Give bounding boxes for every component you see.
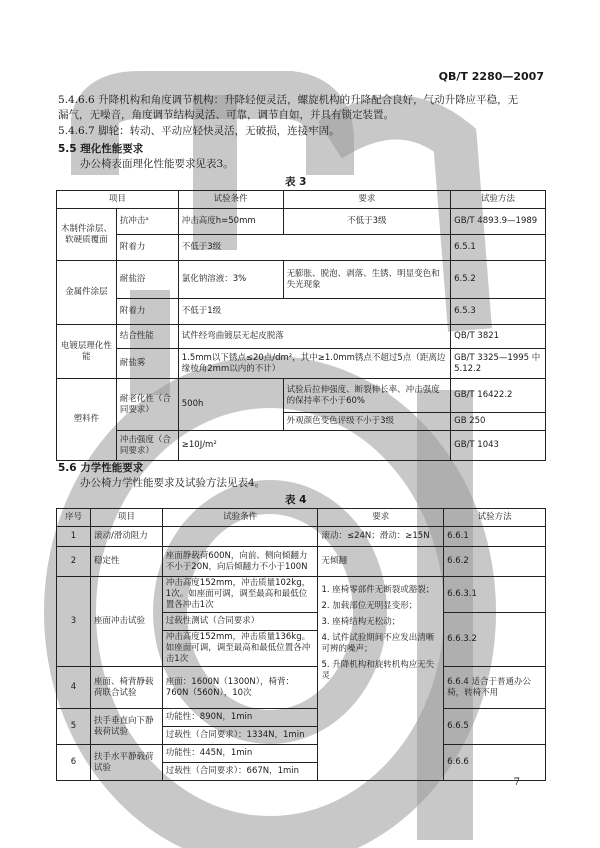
table3-method: GB/T 1043 (451, 431, 546, 461)
section-5-5-intro: 办公椅表面理化性能要求见表3。 (80, 158, 234, 170)
table4-header-item: 项目 (90, 509, 162, 527)
table3-group-plating: 电镀层理化性能 (57, 325, 117, 379)
table4-condition: 过载性（合同要求）：1334N，1min (162, 727, 318, 745)
table3-item: 结合性能 (116, 325, 178, 349)
table3-method: 6.5.3 (451, 299, 546, 325)
table4-item: 座面、椅背静载荷联合试验 (90, 667, 162, 709)
table4-method: 6.6.1 (444, 527, 546, 547)
table3-requirement: 不低于3级 (283, 209, 451, 235)
section-5-5-title: 5.5 理化性能要求 (58, 143, 144, 155)
table3-item: 抗冲击ᵃ (116, 209, 178, 235)
table4-no: 3 (57, 577, 91, 667)
table3-method: 6.5.1 (451, 235, 546, 261)
table4-method: 6.6.2 (444, 547, 546, 577)
table4-method: 6.6.3.2 (444, 613, 546, 667)
table4-condition: 座面：1600N（1300N），椅背：760N（560N），10次 (162, 667, 318, 709)
table3-item: 附着力 (116, 235, 178, 261)
table3-condition: 500h (178, 379, 283, 431)
page-number: 7 (513, 777, 520, 788)
table3-header-requirement: 要求 (283, 191, 451, 209)
table4-caption: 表 4 (285, 494, 307, 506)
table4-header-method: 试验方法 (444, 509, 546, 527)
shared-req-5: 5. 升降机构和旋转机构应无失灵 (321, 660, 435, 681)
table4-condition: 座面静载荷600N，向前、侧向倾翻力不小于20N，向后倾翻力不小于100N (162, 547, 318, 577)
table4-no: 1 (57, 527, 91, 547)
table4-method: 6.6.6 (444, 745, 546, 781)
table4-item: 扶手水平静载荷试验 (90, 745, 162, 781)
table4-requirement: 无倾翻 (318, 547, 444, 577)
table4-no: 6 (57, 745, 91, 781)
table4-condition (162, 527, 318, 547)
table3-group-wood: 木制件涂层、软硬质覆面 (57, 209, 117, 261)
table3-condition: ≥10J/m² (178, 431, 450, 461)
table3-header-condition: 试验条件 (178, 191, 283, 209)
clause-5-4-6-6-line1: 5.4.6.6 升降机构和角度调节机构：升降轻便灵活，螺旋机构的升降配合良好，气动升降应平稳，无 (58, 94, 519, 106)
table4-no: 5 (57, 709, 91, 745)
table3-requirement: 外观颜色变色评级不小于3级 (283, 413, 451, 431)
table3-method: QB/T 3821 (451, 325, 546, 349)
table3-item: 耐老化性（合同要求） (116, 379, 178, 431)
table4-no: 2 (57, 547, 91, 577)
table-4 (56, 508, 546, 781)
table3-requirement: 试验后拉伸强度、断裂伸长率、冲击强度的保持率不小于60% (283, 379, 451, 413)
table3-item: 耐盐雾 (116, 349, 178, 379)
table-3 (56, 190, 546, 461)
table3-condition: 不低于1级 (178, 299, 450, 325)
table4-no: 4 (57, 667, 91, 709)
table3-header-method: 试验方法 (451, 191, 546, 209)
table3-header-item: 项目 (57, 191, 179, 209)
table4-condition: 功能性：445N，1min (162, 745, 318, 763)
clause-5-4-6-6-line2: 漏气，无噪音，角度调节结构灵活、可靠，调节自如，并具有锁定装置。 (58, 109, 394, 121)
table3-condition: 1.5mm以下锈点≤20点/dm²，其中≥1.0mm锈点不超过5点（距离边缘棱角2mm以内的不计） (178, 349, 450, 379)
table3-method: GB 250 (451, 413, 546, 431)
shared-req-4: 4. 试件试验期间不应发出清晰可辨的噪声； (321, 633, 435, 654)
standard-code: QB/T 2280—2007 (438, 70, 544, 83)
table4-condition: 过载性测试（合同要求） (162, 613, 318, 631)
table4-requirement: 滚动：≤24N；滑动：≥15N (318, 527, 444, 547)
table3-condition: 氯化钠溶液：3% (178, 261, 283, 299)
table4-item: 座面冲击试验 (90, 577, 162, 667)
table4-method: 6.6.3.1 (444, 577, 546, 613)
table4-header-no: 序号 (57, 509, 91, 527)
table3-method: GB/T 4893.9—1989 (451, 209, 546, 235)
table3-item: 冲击强度（合同要求） (116, 431, 178, 461)
table4-condition: 过载性（合同要求）：667N，1min (162, 763, 318, 781)
table3-condition: 冲击高度h=50mm (178, 209, 283, 235)
table3-group-plastic: 塑料件 (57, 379, 117, 461)
table4-item: 稳定性 (90, 547, 162, 577)
table4-condition: 功能性：890N，1min (162, 709, 318, 727)
table4-method: 6.6.4 适合于普通办公椅，转椅不用 (444, 667, 546, 709)
table3-condition: 不低于3级 (178, 235, 450, 261)
table3-item: 耐盐浴 (116, 261, 178, 299)
section-5-6-intro: 办公椅力学性能要求及试验方法见表4。 (80, 477, 266, 489)
table4-header-condition: 试验条件 (162, 509, 318, 527)
clause-5-4-6-7: 5.4.6.7 脚轮：转动、平动应轻快灵活，无破损，连接牢固。 (58, 125, 340, 137)
table4-shared-requirements (318, 577, 444, 781)
shared-req-1: 1. 座椅零部件无断裂或豁裂； (321, 585, 435, 595)
table4-item: 扶手垂直向下静载荷试验 (90, 709, 162, 745)
table3-method: GB/T 16422.2 (451, 379, 546, 413)
table3-condition: 试件经弯曲镀层无起皮脱落 (178, 325, 450, 349)
table3-group-metal: 金属件涂层 (57, 261, 117, 325)
shared-req-3: 3. 座椅结构无松动； (321, 617, 401, 627)
table4-header-requirement: 要求 (318, 509, 444, 527)
table4-condition: 冲击高度152mm，冲击质量136kg。如座面可调，调至最高和最低位置各冲击1次 (162, 631, 318, 667)
table3-method: 6.5.2 (451, 261, 546, 299)
table4-condition: 冲击高度152mm，冲击质量102kg，1次。如座面可调，调至最高和最低位置各冲击1次 (162, 577, 318, 613)
table4-method: 6.6.5 (444, 709, 546, 745)
table3-requirement: 无膨胀、脱泡、剥落、生锈、明显变色和失光现象 (283, 261, 451, 299)
table4-item: 滚动/滑动阻力 (90, 527, 162, 547)
table3-method: GB/T 3325—1995 中5.12.2 (451, 349, 546, 379)
section-5-6-title: 5.6 力学性能要求 (58, 462, 144, 474)
shared-req-2: 2. 加载部位无明显变形； (321, 601, 418, 611)
table3-item: 附着力 (116, 299, 178, 325)
table3-caption: 表 3 (285, 176, 307, 188)
